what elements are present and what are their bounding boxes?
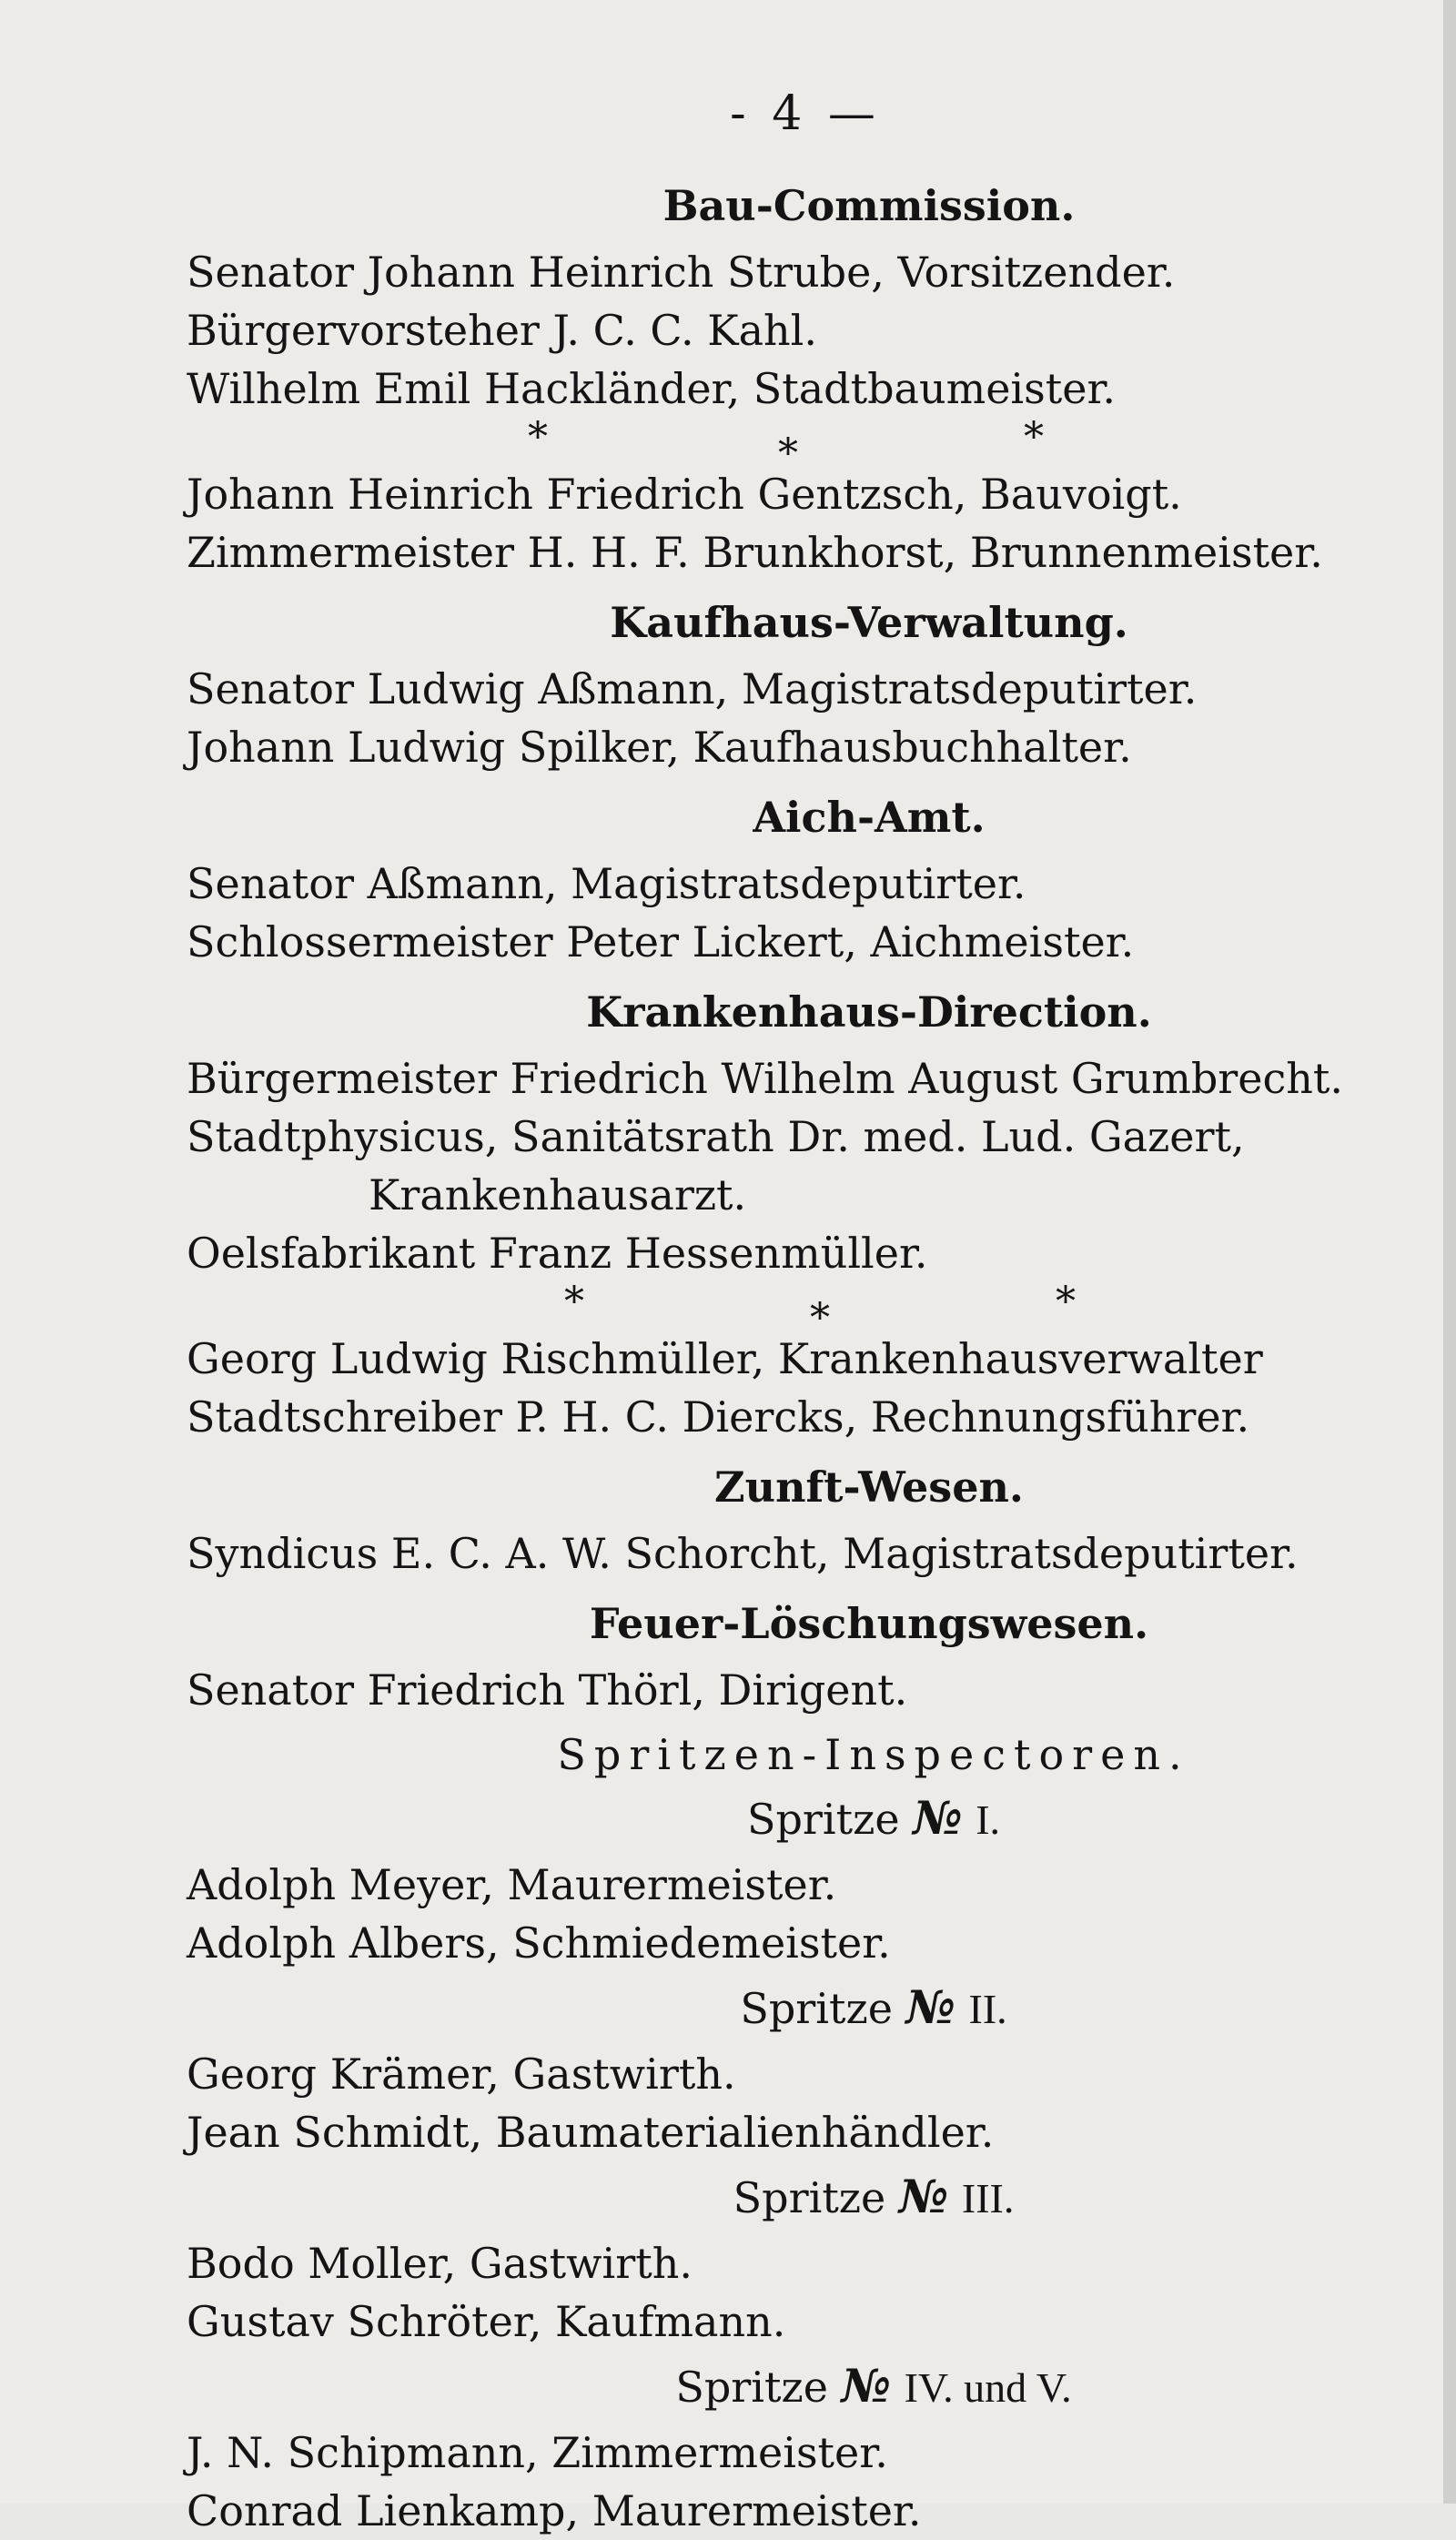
- separator-star: *: [778, 430, 798, 477]
- separator-stars: [187, 414, 1406, 477]
- text-column: [187, 86, 1406, 2540]
- entry-kaufhaus-2: Johann Ludwig Spilker, Kaufhausbuchhalter.: [187, 723, 1132, 772]
- page-number: - 4 —: [730, 86, 881, 141]
- entry-zunft-1: Syndicus E. C. A. W. Schorcht, Magistratsdeputirter.: [187, 1529, 1299, 1578]
- section-title-zunft: Zunft-Wesen.: [714, 1462, 1024, 1512]
- section-title-feuer: Feuer-Löschungswesen.: [589, 1599, 1149, 1648]
- entry-kranken-2-cont: Krankenhausarzt.: [369, 1170, 747, 1219]
- entry-spritze3-1: Bodo Moller, Gastwirth.: [187, 2239, 693, 2288]
- entry-spritze45-1: J. N. Schipmann, Zimmermeister.: [187, 2428, 888, 2477]
- entry-aich-1: Senator Aßmann, Magistratsdeputirter.: [187, 859, 1026, 908]
- spritze-numeral: II.: [968, 1986, 1007, 2032]
- entry-bau-1: Senator Johann Heinrich Strube, Vorsitzender.: [187, 248, 1176, 297]
- separator-star: *: [810, 1295, 830, 1341]
- spritze-heading-3: [187, 2169, 1406, 2227]
- entry-kaufhaus-1: Senator Ludwig Aßmann, Magistratsdeputirter.: [187, 664, 1198, 713]
- spritze-numeral: IV. und V.: [904, 2364, 1072, 2411]
- spritze-label: Spritze: [733, 2173, 886, 2222]
- separator-star: *: [1024, 414, 1044, 460]
- numero-sign: №: [898, 2170, 949, 2223]
- spritze-heading-45: [187, 2358, 1406, 2416]
- entry-kranken-5: Stadtschreiber P. H. C. Diercks, Rechnungsführer.: [187, 1392, 1250, 1442]
- entry-spritze1-1: Adolph Meyer, Maurermeister.: [187, 1860, 837, 1909]
- entry-kranken-1: Bürgermeister Friedrich Wilhelm August Grumbrecht.: [187, 1054, 1344, 1103]
- entry-spritze45-2: Conrad Lienkamp, Maurermeister.: [187, 2486, 922, 2535]
- separator-star: *: [528, 414, 548, 460]
- section-title-kaufhaus: Kaufhaus-Verwaltung.: [610, 598, 1128, 647]
- entry-spritze2-1: Georg Krämer, Gastwirth.: [187, 2049, 736, 2099]
- spritze-label: Spritze: [675, 2363, 828, 2412]
- entry-bau-4: Johann Heinrich Friedrich Gentzsch, Bauvoigt.: [187, 470, 1182, 519]
- entry-feuer-1: Senator Friedrich Thörl, Dirigent.: [187, 1665, 908, 1715]
- numero-sign: №: [905, 1980, 956, 2034]
- entry-kranken-2: Stadtphysicus, Sanitätsrath Dr. med. Lud. Gazert,: [187, 1112, 1245, 1161]
- page-edge-shadow: [1443, 0, 1456, 2504]
- entry-kranken-3: Oelsfabrikant Franz Hessenmüller.: [187, 1229, 928, 1278]
- entry-spritze1-2: Adolph Albers, Schmiedemeister.: [187, 1918, 891, 1968]
- separator-star: *: [564, 1279, 584, 1325]
- spritze-numeral: III.: [961, 2175, 1015, 2221]
- inspectors-heading: Spritzen-Inspectoren.: [557, 1730, 1190, 1779]
- entry-aich-2: Schlossermeister Peter Lickert, Aichmeister.: [187, 917, 1135, 966]
- entry-spritze2-2: Jean Schmidt, Baumaterialienhändler.: [187, 2108, 995, 2157]
- entry-bau-3: Wilhelm Emil Hackländer, Stadtbaumeister.: [187, 364, 1117, 413]
- section-title-bau: Bau-Commission.: [662, 181, 1076, 230]
- spritze-numeral: I.: [976, 1796, 1001, 1843]
- spritze-heading-2: [187, 1979, 1406, 2038]
- separator-stars: [187, 1279, 1406, 1341]
- entry-kranken-4: Georg Ludwig Rischmüller, Krankenhausverwalter: [187, 1334, 1263, 1383]
- entry-bau-5: Zimmermeister H. H. F. Brunkhorst, Brunnenmeister.: [187, 528, 1323, 577]
- section-title-aich: Aich-Amt.: [753, 793, 986, 842]
- numero-sign: №: [913, 1791, 963, 1845]
- spritze-label: Spritze: [740, 1984, 893, 2033]
- separator-star: *: [1056, 1279, 1076, 1325]
- entry-bau-2: Bürgervorsteher J. C. C. Kahl.: [187, 306, 817, 355]
- spritze-label: Spritze: [746, 1795, 900, 1844]
- spritze-heading-1: [187, 1790, 1406, 1848]
- section-title-kranken: Krankenhaus-Direction.: [586, 987, 1152, 1037]
- numero-sign: №: [841, 2359, 891, 2413]
- entry-spritze3-2: Gustav Schröter, Kaufmann.: [187, 2297, 786, 2346]
